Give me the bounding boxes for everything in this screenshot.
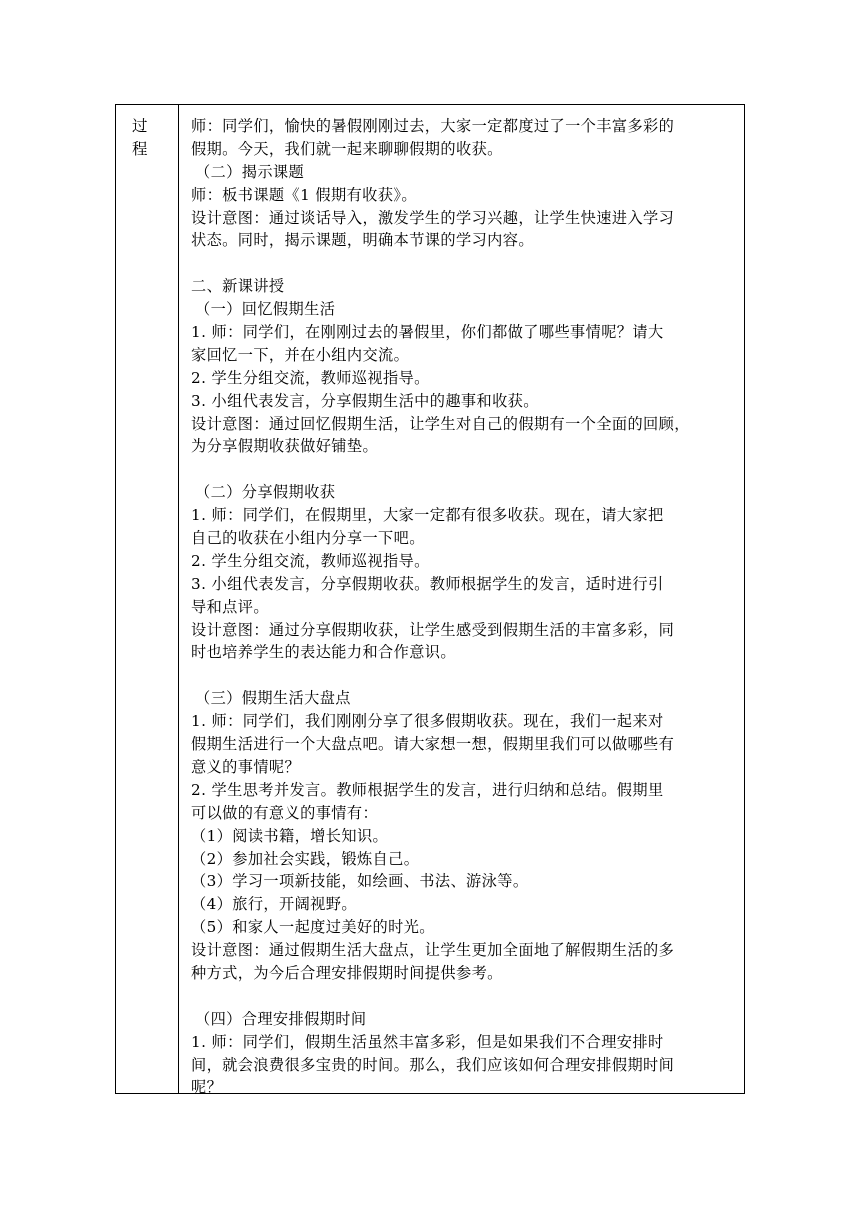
content-line: 导和点评。: [191, 597, 269, 616]
content-line: 设计意图：通过谈话导入，激发学生的学习兴趣，让学生快速进入学习: [191, 208, 675, 227]
content-line: 2. 学生分组交流，教师巡视指导。: [191, 368, 430, 387]
content-line: （1）阅读书籍，增长知识。: [191, 826, 389, 845]
content-line: 意义的事情呢？: [191, 757, 301, 776]
row-content-cell: [179, 115, 740, 1099]
content-line: （4）旅行，开阔视野。: [191, 895, 357, 914]
content-line: （二）分享假期收获: [195, 483, 336, 502]
content-line: 设计意图：通过假期生活大盘点，让学生更加全面地了解假期生活的多: [191, 941, 675, 960]
content-line: 种方式，为今后合理安排假期时间提供参考。: [191, 963, 503, 982]
content-line: 时也培养学生的表达能力和合作意识。: [191, 643, 456, 662]
content-line: 1. 师：同学们，在假期里，大家一定都有很多收获。现在，请大家把: [191, 506, 664, 525]
content-line: （2）参加社会实践，锻炼自己。: [191, 849, 420, 868]
content-line: （三）假期生活大盘点: [195, 689, 351, 708]
row-label: 过程: [132, 117, 148, 158]
content-line: （3）学习一项新技能，如绘画、书法、游泳等。: [191, 872, 529, 891]
content-line: 1. 师：同学们，我们刚刚分享了很多假期收获。现在，我们一起来对: [191, 712, 664, 731]
blank-line: [179, 985, 740, 1008]
content-line: 家回忆一下，并在小组内交流。: [191, 345, 410, 364]
content-line: 假期。今天，我们就一起来聊聊假期的收获。: [191, 139, 503, 158]
content-line: （一）回忆假期生活: [195, 300, 336, 319]
content-line: （二）揭示课题: [195, 162, 305, 181]
content-line: 为分享假期收获做好铺垫。: [191, 437, 379, 456]
lesson-plan-table: [115, 104, 745, 1097]
content-line: 间，就会浪费很多宝贵的时间。那么，我们应该如何合理安排假期时间: [191, 1055, 675, 1074]
blank-line: [179, 664, 740, 687]
content-line: 二、新课讲授: [191, 277, 285, 296]
content-line: 1. 师：同学们，在刚刚过去的暑假里，你们都做了哪些事情呢？请大: [191, 323, 664, 342]
content-line: （四）合理安排假期时间: [195, 1009, 367, 1028]
content-line: 自己的收获在小组内分享一下吧。: [191, 529, 425, 548]
content-line: 假期生活进行一个大盘点吧。请大家想一想，假期里我们可以做哪些有: [191, 735, 675, 754]
content-line: 3. 小组代表发言，分享假期收获。教师根据学生的发言，适时进行引: [191, 574, 664, 593]
content-line: 可以做的有意义的事情有：: [191, 803, 379, 822]
content-line: 2. 学生思考并发言。教师根据学生的发言，进行归纳和总结。假期里: [191, 780, 664, 799]
content-line: （5）和家人一起度过美好的时光。: [191, 918, 435, 937]
content-line: 状态。同时，揭示课题，明确本节课的学习内容。: [191, 231, 534, 250]
content-line: 设计意图：通过回忆假期生活，让学生对自己的假期有一个全面的回顾，: [191, 414, 690, 433]
content-line: 师：板书课题《1 假期有收获》。: [191, 185, 417, 204]
content-line: 1. 师：同学们，假期生活虽然丰富多彩，但是如果我们不合理安排时: [191, 1032, 664, 1051]
content-line: 设计意图：通过分享假期收获，让学生感受到假期生活的丰富多彩，同: [191, 620, 675, 639]
content-line: 师：同学们，愉快的暑假刚刚过去，大家一定都度过了一个丰富多彩的: [191, 117, 675, 135]
content-line: 2. 学生分组交流，教师巡视指导。: [191, 551, 430, 570]
content-line: 3. 小组代表发言，分享假期生活中的趣事和收获。: [191, 391, 539, 410]
content-line: 呢？: [191, 1078, 223, 1097]
blank-line: [179, 252, 740, 275]
blank-line: [179, 458, 740, 481]
